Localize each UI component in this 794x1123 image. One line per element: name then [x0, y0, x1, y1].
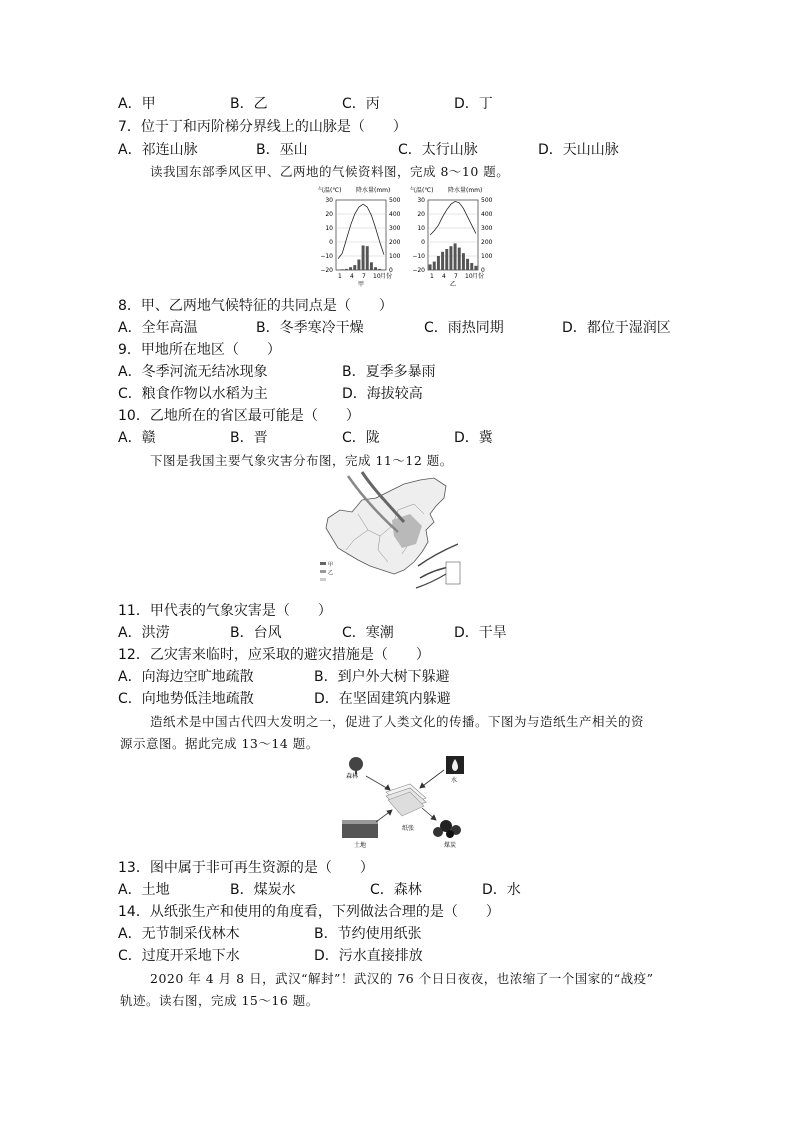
yi-temp-tick: 30 [417, 197, 425, 204]
arrowhead [385, 785, 390, 790]
yi-precip-bar [466, 259, 469, 270]
yi-precip-ticks [481, 197, 493, 274]
q14-option-b[interactable]: B．节约使用纸张 [314, 926, 422, 942]
jia-month-tick: 7 [362, 273, 366, 280]
disaster-map [318, 470, 464, 592]
typhoon-arrow [416, 574, 446, 588]
intro-15-16-text-2: 轨迹。读右图，完成 15～16 题。 [120, 993, 319, 1008]
yi-temp-tick: 0 [421, 239, 425, 246]
q13-option-c[interactable]: C．森林 [370, 882, 422, 898]
jia-temp-ticks [320, 197, 333, 274]
q12-option-d[interactable]: D．在坚固建筑内躲避 [314, 691, 451, 707]
q14-option-a[interactable]: A．无节制采伐林木 [118, 926, 240, 942]
q8-stem: 8．甲、乙两地气候特征的共同点是（ ） [118, 298, 393, 314]
paper-stack-icon [386, 784, 426, 816]
jia-precip-tick: 500 [389, 197, 401, 204]
q13-option-b[interactable]: B．煤炭水 [230, 882, 296, 898]
jia-plot-frame [336, 200, 386, 270]
q6-option-c[interactable]: C．丙 [342, 96, 380, 112]
arrowhead [387, 810, 392, 815]
jia-precip-bar [374, 267, 377, 270]
jia-precip-tick: 200 [389, 239, 401, 246]
q6-option-d[interactable]: D．丁 [454, 96, 493, 112]
jia-precip-tick: 0 [389, 267, 393, 274]
jia-precip-bar [357, 260, 360, 271]
yi-month-tick: 10 [465, 273, 473, 280]
intro-13-14-text-1: 造纸术是中国古代四大发明之一，促进了人类文化的传播。下图为与造纸生产相关的资 [150, 714, 645, 729]
yi-precip-bar [429, 264, 432, 270]
q14-option-d[interactable]: D．污水直接排放 [314, 948, 423, 964]
yi-precip-axis-label: 降水量(mm) [448, 187, 483, 194]
jia-precip-bar [345, 269, 348, 270]
q7-option-c[interactable]: C．太行山脉 [398, 142, 478, 158]
yi-precip-bars [429, 243, 478, 270]
yi-precip-bar [433, 262, 436, 270]
intro-15-16-text-1: 2020 年 4 月 8 日，武汉“解封”！武汉的 76 个日日夜夜，也浓缩了一个国家的“战疫” [150, 971, 654, 986]
q6-options [0, 94, 794, 114]
q9-option-c[interactable]: C．粮食作物以水稻为主 [118, 386, 268, 402]
intro-13-14-line1 [0, 712, 794, 732]
q7-option-b[interactable]: B．巫山 [256, 142, 308, 158]
jia-precip-bar [378, 269, 381, 270]
land-icon [342, 820, 378, 838]
yi-month-unit: 月份 [472, 273, 485, 280]
intro-11-12: 下图是我国主要气象灾害分布图，完成 11～12 题。 [150, 453, 453, 468]
yi-precip-bar [454, 243, 457, 270]
land-label: 土地 [354, 842, 367, 849]
jia-precip-axis-label: 降水量(mm) [356, 187, 391, 194]
q11-option-c[interactable]: C．寒潮 [342, 625, 394, 641]
q13-option-a[interactable]: A．土地 [118, 882, 170, 898]
jia-temp-curve [338, 204, 384, 259]
q8-option-c[interactable]: C．雨热同期 [424, 320, 504, 336]
q6-option-b[interactable]: B．乙 [230, 96, 268, 112]
jia-precip-bar [341, 269, 344, 270]
jia-month-tick: 4 [350, 273, 354, 280]
q11-stem-line [0, 601, 794, 621]
yi-precip-tick: 0 [481, 267, 485, 274]
q7-stem: 7．位于丁和丙阶梯分界线上的山脉是（ ） [118, 119, 407, 135]
q10-option-a[interactable]: A．赣 [118, 430, 156, 446]
yi-temp-tick: −10 [412, 253, 425, 260]
yi-precip-tick: 400 [481, 211, 493, 218]
yi-temp-curve [430, 201, 476, 235]
water-drop-icon [446, 756, 464, 774]
q10-option-c[interactable]: C．陇 [342, 430, 380, 446]
q8-options [0, 318, 794, 338]
intro-13-14-line2 [0, 734, 794, 754]
intro-13-14-text-2: 源示意图。据此完成 13～14 题。 [120, 736, 319, 751]
q12-option-a[interactable]: A．向海边空旷地疏散 [118, 669, 254, 685]
forest-label: 森林 [346, 773, 359, 780]
yi-temp-ticks [412, 197, 425, 274]
yi-precip-bar [458, 248, 461, 270]
q7-option-d[interactable]: D．天山山脉 [538, 142, 619, 158]
arrowhead [431, 815, 436, 820]
yi-precip-tick: 200 [481, 239, 493, 246]
q14-options-row2 [0, 946, 794, 966]
jia-temp-tick: −20 [320, 267, 333, 274]
q12-options-row2 [0, 689, 794, 709]
q8-option-d[interactable]: D．都位于湿润区 [562, 320, 671, 336]
q11-option-a[interactable]: A．洪涝 [118, 625, 170, 641]
yi-temp-tick: 20 [417, 211, 425, 218]
yi-precip-bar [437, 256, 440, 270]
yi-month-tick: 1 [430, 273, 434, 280]
legend-swatch [320, 578, 326, 581]
legend-yi: 乙 [328, 570, 334, 576]
climate-chart-yi [410, 186, 493, 288]
q12-stem: 12．乙灾害来临时，应采取的避灾措施是（ ） [118, 647, 430, 663]
intro-8-10: 读我国东部季风区甲、乙两地的气候资料图，完成 8～10 题。 [150, 164, 510, 179]
jia-precip-bars [337, 246, 386, 271]
intro-8-10-line [0, 162, 794, 182]
legend-jia: 甲 [328, 562, 334, 568]
jia-month-unit: 月份 [380, 273, 393, 280]
jia-label: 甲 [358, 281, 365, 288]
jia-precip-tick: 400 [389, 211, 401, 218]
jia-precip-tick: 300 [389, 225, 401, 232]
coal-icon [433, 820, 461, 838]
q11-option-b[interactable]: B．台风 [230, 625, 282, 641]
q9-option-b[interactable]: B．夏季多暴雨 [342, 364, 436, 380]
yi-precip-bar [449, 246, 452, 270]
q10-option-d[interactable]: D．冀 [454, 430, 493, 446]
yi-plot-frame [428, 200, 478, 270]
q13-stem-line [0, 858, 794, 878]
jia-month-ticks [338, 272, 392, 280]
yi-label: 乙 [450, 281, 457, 288]
arrowhead [420, 783, 425, 788]
yi-precip-bar [445, 249, 448, 270]
paper-label: 纸张 [402, 825, 415, 832]
climate-charts [318, 184, 498, 288]
jia-precip-bar [362, 246, 365, 271]
q9-stem-line [0, 340, 794, 360]
q11-option-d[interactable]: D．干旱 [454, 625, 507, 641]
q6-option-a[interactable]: A．甲 [118, 96, 156, 112]
q13-options [0, 880, 794, 900]
yi-precip-tick: 500 [481, 197, 493, 204]
q9-stem: 9．甲地所在地区（ ） [118, 342, 281, 358]
q14-stem-line [0, 902, 794, 922]
water-label: 水 [451, 777, 458, 784]
yi-gridlines [428, 214, 478, 256]
q11-options [0, 623, 794, 643]
q14-options-row1 [0, 924, 794, 944]
q9-options-row2 [0, 384, 794, 404]
q8-option-a[interactable]: A．全年高温 [118, 320, 198, 336]
map-legend [320, 561, 333, 581]
q9-options-row1 [0, 362, 794, 382]
paper-resource-diagram [340, 754, 468, 850]
yi-temp-tick: −20 [412, 267, 425, 274]
yi-precip-tick: 300 [481, 225, 493, 232]
legend-swatch [320, 570, 326, 573]
q12-options-row1 [0, 667, 794, 687]
q9-option-d[interactable]: D．海拔较高 [342, 386, 423, 402]
q13-option-d[interactable]: D．水 [482, 882, 521, 898]
yi-precip-bar [470, 263, 473, 270]
q12-option-b[interactable]: B．到户外大树下躲避 [314, 669, 450, 685]
jia-precip-bar [349, 267, 352, 270]
jia-precip-bar [370, 262, 373, 270]
q7-option-a[interactable]: A．祁连山脉 [118, 142, 198, 158]
forest-icon [349, 757, 363, 774]
yi-precip-bar [441, 252, 444, 270]
q14-option-c[interactable]: C．过度开采地下水 [118, 948, 240, 964]
yi-month-tick: 7 [454, 273, 458, 280]
yi-temp-axis-label: 气温(℃) [410, 187, 434, 194]
jia-temp-tick: 10 [325, 225, 333, 232]
q9-option-a[interactable]: A．冬季河流无结冰现象 [118, 364, 268, 380]
yi-month-tick: 4 [442, 273, 446, 280]
q7-options [0, 140, 794, 160]
coal-label: 煤炭 [444, 842, 457, 849]
jia-temp-tick: −10 [320, 253, 333, 260]
q14-stem: 14．从纸张生产和使用的角度看，下列做法合理的是（ ） [118, 904, 500, 920]
legend-swatch [320, 562, 326, 565]
q11-stem: 11．甲代表的气象灾害是（ ） [118, 603, 332, 619]
q7-stem-line [0, 117, 794, 137]
yi-precip-tick: 100 [481, 253, 493, 260]
q10-stem: 10．乙地所在的省区最可能是（ ） [118, 408, 360, 424]
jia-temp-tick: 0 [329, 239, 333, 246]
q8-option-b[interactable]: B．冬季寒冷干燥 [256, 320, 364, 336]
south-sea-inset [446, 562, 460, 584]
yi-precip-bar [474, 266, 477, 270]
q12-option-c[interactable]: C．向地势低洼地疏散 [118, 691, 254, 707]
jia-precip-bar [353, 265, 356, 270]
jia-precip-ticks [389, 197, 401, 274]
jia-temp-axis-label: 气温(℃) [318, 187, 342, 194]
yi-month-ticks [430, 272, 484, 280]
yi-precip-bar [462, 253, 465, 270]
q10-option-b[interactable]: B．晋 [230, 430, 268, 446]
q12-stem-line [0, 645, 794, 665]
q8-stem-line [0, 296, 794, 316]
jia-temp-tick: 20 [325, 211, 333, 218]
jia-temp-tick: 30 [325, 197, 333, 204]
intro-15-16-line1 [0, 969, 794, 989]
jia-month-tick: 1 [338, 273, 342, 280]
intro-11-12-line [0, 451, 794, 471]
climate-chart-jia [318, 186, 401, 288]
yi-temp-tick: 10 [417, 225, 425, 232]
q13-stem: 13．图中属于非可再生资源的是（ ） [118, 860, 374, 876]
jia-precip-tick: 100 [389, 253, 401, 260]
q10-stem-line [0, 406, 794, 426]
jia-month-tick: 10 [373, 273, 381, 280]
jia-precip-bar [366, 246, 369, 270]
intro-15-16-line2 [0, 991, 794, 1011]
q10-options [0, 428, 794, 448]
